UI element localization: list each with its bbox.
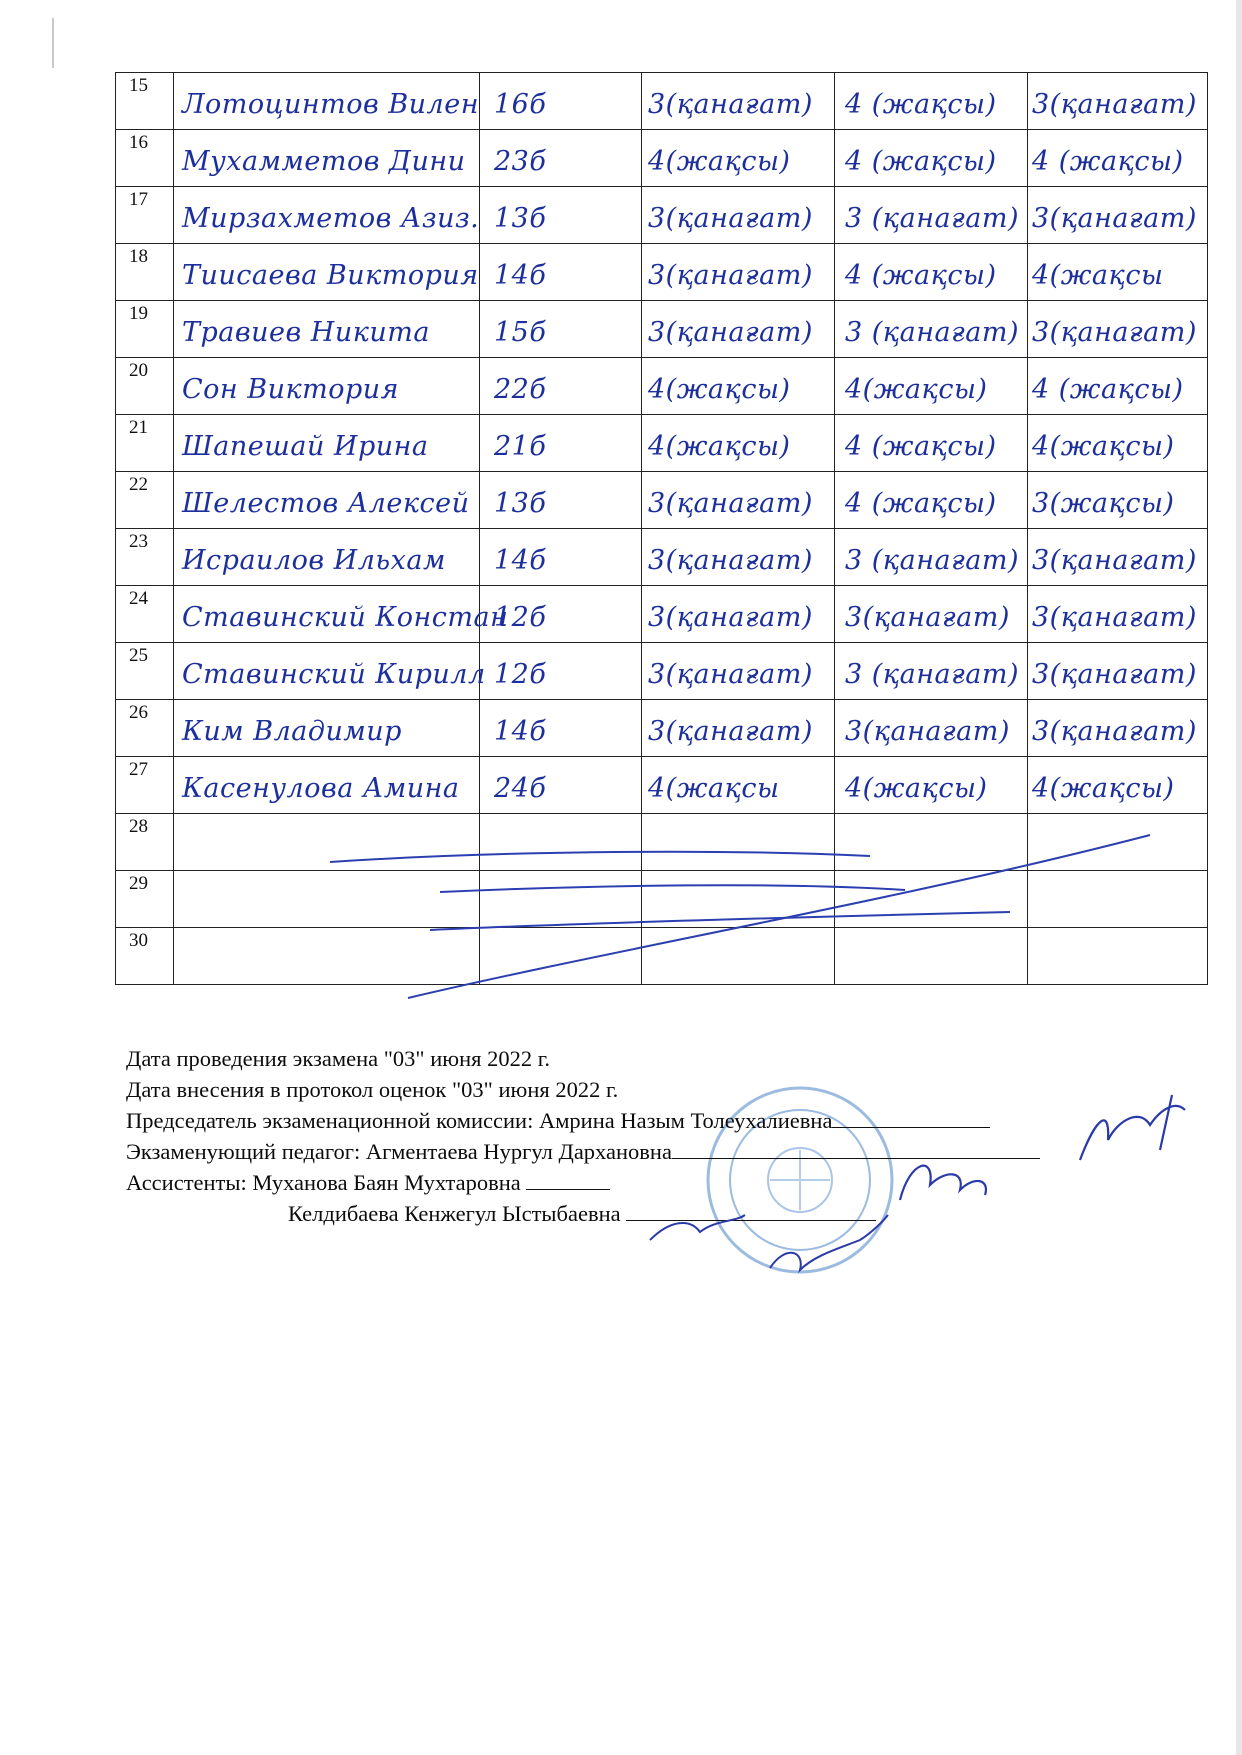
- chairman-text: Председатель экзаменационной комиссии: Амрина Назым Толеухалиевна: [126, 1108, 833, 1133]
- grade-2: 4 (жақсы): [845, 431, 997, 462]
- group-score-cell: [480, 529, 642, 586]
- grade-1-cell: [642, 529, 835, 586]
- grade-3: 3(қанағат): [1032, 545, 1197, 576]
- student-name: Тиисаева Виктория: [182, 260, 479, 291]
- student-name: Шапешай Ирина: [182, 431, 429, 462]
- student-name-cell: [174, 187, 480, 244]
- grade-1-cell: [642, 244, 835, 301]
- grade-1-cell: [642, 73, 835, 130]
- table-row: [116, 358, 1208, 415]
- grade-2: 4(жақсы): [845, 374, 988, 405]
- grade-3-cell: [1028, 928, 1208, 985]
- grade-1-cell: [642, 586, 835, 643]
- group-score: 14б: [494, 260, 547, 291]
- student-name: Шелестов Алексей: [182, 488, 470, 519]
- student-name-cell: [174, 73, 480, 130]
- grade-3: 3(қанағат): [1032, 716, 1197, 747]
- group-score-cell: [480, 130, 642, 187]
- row-number-cell: [116, 73, 174, 130]
- grade-1: 3(қанағат): [648, 317, 813, 348]
- row-number: 15: [129, 75, 148, 96]
- examiner-line: [126, 1136, 1040, 1167]
- grade-3-cell: [1028, 643, 1208, 700]
- grade-1-cell: [642, 928, 835, 985]
- student-name-cell: [174, 529, 480, 586]
- group-score: 13б: [494, 203, 547, 234]
- row-number: 22: [129, 474, 148, 495]
- student-name: Мухамметов Дини: [182, 146, 466, 177]
- grade-3: 4 (жақсы): [1032, 146, 1184, 177]
- grade-3-cell: [1028, 700, 1208, 757]
- grade-2-cell: [835, 130, 1028, 187]
- grade-1-cell: [642, 700, 835, 757]
- grade-1: 3(қанағат): [648, 659, 813, 690]
- grade-1: 3(қанағат): [648, 260, 813, 291]
- grade-2-cell: [835, 187, 1028, 244]
- student-name: Лотоцинтов Вилен: [182, 89, 479, 120]
- grade-1-cell: [642, 757, 835, 814]
- table-row: [116, 928, 1208, 985]
- student-name-cell: [174, 928, 480, 985]
- grade-2: 3 (қанағат): [845, 545, 1019, 576]
- row-number-cell: [116, 700, 174, 757]
- student-name-cell: [174, 415, 480, 472]
- grade-1-cell: [642, 358, 835, 415]
- grade-1-cell: [642, 871, 835, 928]
- group-score-cell: [480, 700, 642, 757]
- row-number-cell: [116, 244, 174, 301]
- grade-3: 4(жақсы): [1032, 431, 1175, 462]
- grade-2-cell: [835, 586, 1028, 643]
- row-number: 19: [129, 303, 148, 324]
- row-number-cell: [116, 871, 174, 928]
- group-score-cell: [480, 244, 642, 301]
- row-number-cell: [116, 529, 174, 586]
- row-number-cell: [116, 358, 174, 415]
- table-row: [116, 301, 1208, 358]
- student-name-cell: [174, 643, 486, 700]
- grade-3: 3(қанағат): [1032, 659, 1197, 690]
- grade-2: 3 (қанағат): [845, 317, 1019, 348]
- row-number: 20: [129, 360, 148, 381]
- group-score-cell: [480, 73, 642, 130]
- group-score: 13б: [494, 488, 547, 519]
- student-name-cell: [174, 757, 480, 814]
- grade-3: 3(қанағат): [1032, 89, 1197, 120]
- grade-3-cell: [1028, 472, 1208, 529]
- grade-2-cell: [835, 700, 1028, 757]
- grade-3-cell: [1028, 73, 1208, 130]
- chairman-signature: [1080, 1095, 1185, 1160]
- student-name-cell: [174, 301, 480, 358]
- student-name-cell: [174, 700, 480, 757]
- grade-3-cell: [1028, 244, 1208, 301]
- student-name: Ставинский Констан: [182, 602, 509, 633]
- row-number: 28: [129, 816, 148, 837]
- row-number: 17: [129, 189, 148, 210]
- grade-2-cell: [835, 415, 1028, 472]
- row-number: 29: [129, 873, 148, 894]
- table-row: [116, 472, 1208, 529]
- grade-3: 4(жақсы): [1032, 773, 1175, 804]
- row-number: 24: [129, 588, 148, 609]
- grade-1: 3(қанағат): [648, 545, 813, 576]
- group-score-cell: [480, 643, 642, 700]
- table-row: [116, 643, 1208, 700]
- student-name: Ким Владимир: [182, 716, 402, 747]
- protocol-date: Дата внесения в протокол оценок "03" июня 2022 г.: [126, 1077, 619, 1102]
- chairman-line: [126, 1105, 1040, 1136]
- group-score: 12б: [494, 602, 547, 633]
- group-score: 12б: [494, 659, 547, 690]
- grade-1: 3(қанағат): [648, 716, 813, 747]
- grade-2-cell: [835, 358, 1028, 415]
- student-name: Мирзахметов Азиз.: [182, 203, 480, 234]
- grade-2-cell: [835, 814, 1028, 871]
- row-number-cell: [116, 187, 174, 244]
- table-row: [116, 814, 1208, 871]
- grade-2-cell: [835, 928, 1028, 985]
- row-number: 30: [129, 930, 148, 951]
- grade-3: 3(қанағат): [1032, 203, 1197, 234]
- group-score-cell: [480, 301, 642, 358]
- grade-1: 3(қанағат): [648, 602, 813, 633]
- grade-3-cell: [1028, 187, 1208, 244]
- group-score-cell: [480, 871, 642, 928]
- grade-1: 3(қанағат): [648, 488, 813, 519]
- assistant-1-signature-line: [526, 1169, 610, 1190]
- grade-1: 4(жақсы): [648, 374, 791, 405]
- grade-3: 3(қанағат): [1032, 317, 1197, 348]
- row-number-cell: [116, 586, 174, 643]
- group-score: 24б: [494, 773, 547, 804]
- table-row: [116, 415, 1208, 472]
- grade-3: 3(жақсы): [1032, 488, 1175, 519]
- grade-2-cell: [835, 472, 1028, 529]
- grade-2-cell: [835, 244, 1028, 301]
- grade-1: 4(жақсы): [648, 146, 791, 177]
- group-score-cell: [480, 358, 642, 415]
- group-score-cell: [480, 472, 642, 529]
- table-row: [116, 187, 1208, 244]
- grade-3-cell: [1028, 415, 1208, 472]
- exam-footer: [126, 1043, 1040, 1229]
- scan-mark: [52, 18, 54, 68]
- row-number-cell: [116, 472, 174, 529]
- group-score: 14б: [494, 545, 547, 576]
- student-name-cell: [174, 586, 509, 643]
- row-number: 21: [129, 417, 148, 438]
- assistant-2-text: Келдибаева Кенжегул Ыстыбаевна: [288, 1201, 621, 1226]
- grade-1: 4(жақсы): [648, 431, 791, 462]
- grade-2: 3 (қанағат): [845, 659, 1019, 690]
- student-name: Касенулова Амина: [182, 773, 460, 804]
- group-score-cell: [480, 928, 642, 985]
- row-number-cell: [116, 814, 174, 871]
- grade-3-cell: [1028, 358, 1208, 415]
- assistant-line-1: [126, 1167, 1040, 1198]
- table-row: [116, 586, 1208, 643]
- grades-table-body: [116, 73, 1208, 985]
- grade-2-cell: [835, 73, 1028, 130]
- grade-2-cell: [835, 871, 1028, 928]
- row-number-cell: [116, 301, 174, 358]
- assistant-line-2: [126, 1198, 1040, 1229]
- grade-1: 3(қанағат): [648, 89, 813, 120]
- group-score: 14б: [494, 716, 547, 747]
- exam-date: Дата проведения экзамена "03" июня 2022 г.: [126, 1046, 551, 1071]
- student-name: Ставинский Кирилл: [182, 659, 486, 690]
- grade-3-cell: [1028, 301, 1208, 358]
- group-score-cell: [480, 586, 642, 643]
- grade-2: 4 (жақсы): [845, 488, 997, 519]
- student-name-cell: [174, 871, 480, 928]
- row-number-cell: [116, 415, 174, 472]
- row-number-cell: [116, 643, 174, 700]
- table-row: [116, 757, 1208, 814]
- grade-1-cell: [642, 472, 835, 529]
- grade-2-cell: [835, 757, 1028, 814]
- grade-3-cell: [1028, 757, 1208, 814]
- row-number: 23: [129, 531, 148, 552]
- grade-2-cell: [835, 529, 1028, 586]
- row-number: 27: [129, 759, 148, 780]
- grade-3-cell: [1028, 130, 1208, 187]
- grade-3-cell: [1028, 586, 1208, 643]
- grade-2: 4 (жақсы): [845, 146, 997, 177]
- grade-3-cell: [1028, 871, 1208, 928]
- group-score-cell: [480, 415, 642, 472]
- grade-2-cell: [835, 301, 1028, 358]
- table-row: [116, 529, 1208, 586]
- row-number: 18: [129, 246, 148, 267]
- row-number: 16: [129, 132, 148, 153]
- table-row: [116, 130, 1208, 187]
- student-name-cell: [174, 130, 480, 187]
- grade-1: 3(қанағат): [648, 203, 813, 234]
- chairman-signature-line: [832, 1107, 990, 1128]
- group-score: 16б: [494, 89, 547, 120]
- examiner-signature-line: [672, 1138, 1040, 1159]
- grade-2: 4 (жақсы): [845, 260, 997, 291]
- row-number: 26: [129, 702, 148, 723]
- group-score-cell: [480, 757, 642, 814]
- group-score-cell: [480, 814, 642, 871]
- grade-2: 4(жақсы): [845, 773, 988, 804]
- group-score: 21б: [494, 431, 547, 462]
- assistant-2-signature-line: [626, 1200, 876, 1221]
- grade-1-cell: [642, 187, 835, 244]
- row-number-cell: [116, 928, 174, 985]
- student-name: Исраилов Ильхам: [182, 545, 446, 576]
- table-row: [116, 73, 1208, 130]
- group-score: 15б: [494, 317, 547, 348]
- group-score: 23б: [494, 146, 547, 177]
- student-name: Травиев Никита: [182, 317, 430, 348]
- student-name-cell: [174, 814, 480, 871]
- table-row: [116, 244, 1208, 301]
- table-row: [116, 700, 1208, 757]
- grade-2: 4 (жақсы): [845, 89, 997, 120]
- grade-1: 4(жақсы: [648, 773, 780, 804]
- grade-2-cell: [835, 643, 1028, 700]
- grade-1-cell: [642, 130, 835, 187]
- grade-3-cell: [1028, 814, 1208, 871]
- scan-edge: [1236, 0, 1242, 1755]
- row-number-cell: [116, 757, 174, 814]
- grade-1-cell: [642, 415, 835, 472]
- grade-2: 3(қанағат): [845, 602, 1010, 633]
- row-number-cell: [116, 130, 174, 187]
- table-row: [116, 871, 1208, 928]
- examiner-text: Экзаменующий педагог: Агментаева Нургул Дархановна: [126, 1139, 672, 1164]
- grade-1-cell: [642, 301, 835, 358]
- assistant-1-text: Ассистенты: Муханова Баян Мухтаровна: [126, 1170, 521, 1195]
- student-name-cell: [174, 244, 480, 301]
- grade-3: 3(қанағат): [1032, 602, 1197, 633]
- student-name-cell: [174, 358, 480, 415]
- row-number: 25: [129, 645, 148, 666]
- group-score: 22б: [494, 374, 547, 405]
- grade-1-cell: [642, 643, 835, 700]
- group-score-cell: [480, 187, 642, 244]
- grade-2: 3(қанағат): [845, 716, 1010, 747]
- grade-1-cell: [642, 814, 835, 871]
- student-name-cell: [174, 472, 480, 529]
- grade-2: 3 (қанағат): [845, 203, 1019, 234]
- grade-3-cell: [1028, 529, 1208, 586]
- grade-3: 4 (жақсы): [1032, 374, 1184, 405]
- grade-3: 4(жақсы: [1032, 260, 1164, 291]
- student-name: Сон Виктория: [182, 374, 400, 405]
- grades-table: [115, 72, 1208, 985]
